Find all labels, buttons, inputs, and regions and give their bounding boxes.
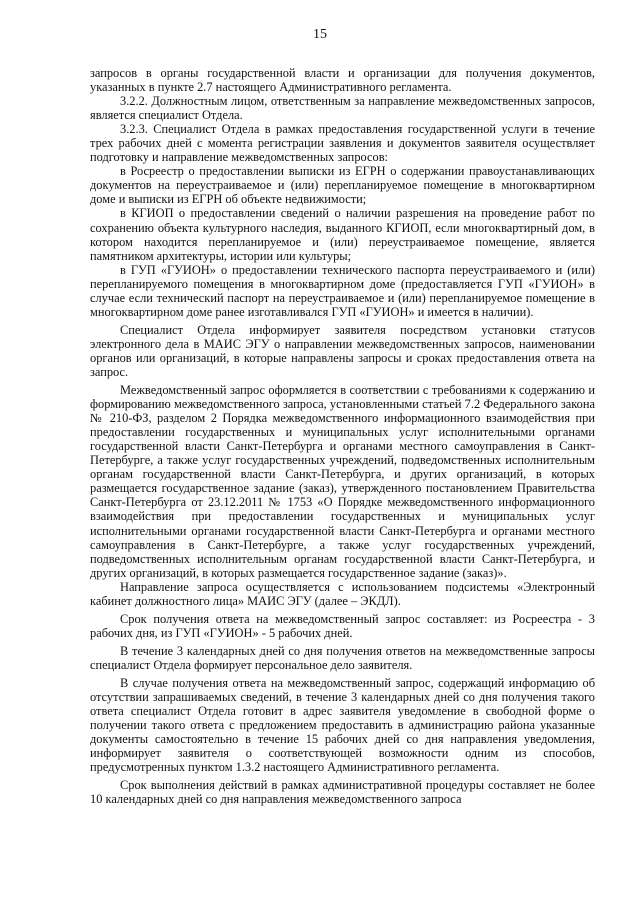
paragraph-7: Специалист Отдела информирует заявителя посредством установки статусов электронного дела в МАИС ЭГУ о направлении межведомственных запросов, наименовании органов или организаций, в которые направлены запросы и сроках предоставления ответа на запрос. — [90, 322, 595, 379]
paragraph-13: Срок выполнения действий в рамках административной процедуры составляет не более 10 календарных дней со дня направления межведомственного запроса — [90, 778, 595, 807]
paragraph-6: в ГУП «ГУИОН» о предоставлении технического паспорта переустраиваемого и (или) перепланируемого помещения в многоквартирном доме (предоставляется ГУП «ГУИОН» в случае если технический паспорт на переустраиваемое и (или) перепланируемое помещение в многоквартирном доме ранее изготавливался ГУП «ГУИОН» и имеется в наличии). — [90, 262, 595, 319]
paragraph-4: в Росреестр о предоставлении выписки из ЕГРН о содержании правоустанавливающих документов на переустраиваемое и (или) перепланируемое помещение в многоквартирном доме и выписки из ЕГРН об объекте недвижимости; — [90, 164, 595, 207]
paragraph-2: 3.2.2. Должностным лицом, ответственным за направление межведомственных запросов, является специалист Отдела. — [90, 94, 595, 123]
paragraph-9: Направление запроса осуществляется с использованием подсистемы «Электронный кабинет должностного лица» МАИС ЭГУ (далее – ЭКДЛ). — [90, 579, 595, 608]
page-number: 15 — [313, 27, 327, 42]
paragraph-10: Срок получения ответа на межведомственный запрос составляет: из Росреестра - 3 рабочих дня, из ГУП «ГУИОН» - 5 рабочих дней. — [90, 611, 595, 640]
document-body — [90, 66, 595, 806]
paragraph-11: В течение 3 календарных дней со дня получения ответов на межведомственные запросы специалист Отдела формирует персональное дело заявителя. — [90, 643, 595, 672]
paragraph-5: в КГИОП о предоставлении сведений о наличии разрешения на проведение работ по сохранению объекта культурного наследия, выданного КГИОП, если многоквартирный дом, в котором находится перепланируемое и (или) переустраиваемое помещение, является памятником архитектуры, истории или культуры; — [90, 206, 595, 263]
paragraph-3: 3.2.3. Специалист Отдела в рамках предоставления государственной услуги в течение трех рабочих дней с момента регистрации заявления и документов заявителя осуществляет подготовку и направление межведомственных запросов: — [90, 122, 595, 165]
paragraph-8: Межведомственный запрос оформляется в соответствии с требованиями к содержанию и формированию межведомственного запроса, установленными статьей 7.2 Федерального закона № 210-ФЗ, разделом 2 Порядка межведомственного информационного взаимодействия при предоставлении государственных и муниципальных услуг исполнительными органами государственной власти Санкт-Петербурга и органами местного самоуправления в Санкт-Петербурге, а также услуг государственных учреждений, подведомственных исполнительным органам государственной власти Санкт-Петербурга, и других организаций, в которых размещается государственное задание (заказ), утвержденного постановлением Правительства Санкт-Петербурга от 23.12.2011 № 1753 «О Порядке межведомственного информационного взаимодействия при предоставлении государственных и муниципальных услуг исполнительными органами государственной власти Санкт-Петербурга и органами местного самоуправления в Санкт-Петербурге, а также услуг государственных учреждений, подведомственных исполнительным органам государственной власти Санкт-Петербурга, и других организаций, в которых размещается государственное задание (заказ)». — [90, 383, 595, 580]
paragraph-12: В случае получения ответа на межведомственный запрос, содержащий информацию об отсутствии запрашиваемых сведений, в течение 3 календарных дней со дня получения такого ответа специалист Отдела готовит в адрес заявителя уведомление в свободной форме о получении такого ответа с предложением предоставить в администрацию района указанные документы самостоятельно в течение 15 рабочих дней со дня направления уведомления, информирует заявителя о соответствующей возможности одним из способов, предусмотренных пунктом 1.3.2 настоящего Административного регламента. — [90, 675, 595, 775]
paragraph-1: запросов в органы государственной власти и организации для получения документов, указанных в пункте 2.7 настоящего Административного регламента. — [90, 66, 595, 95]
